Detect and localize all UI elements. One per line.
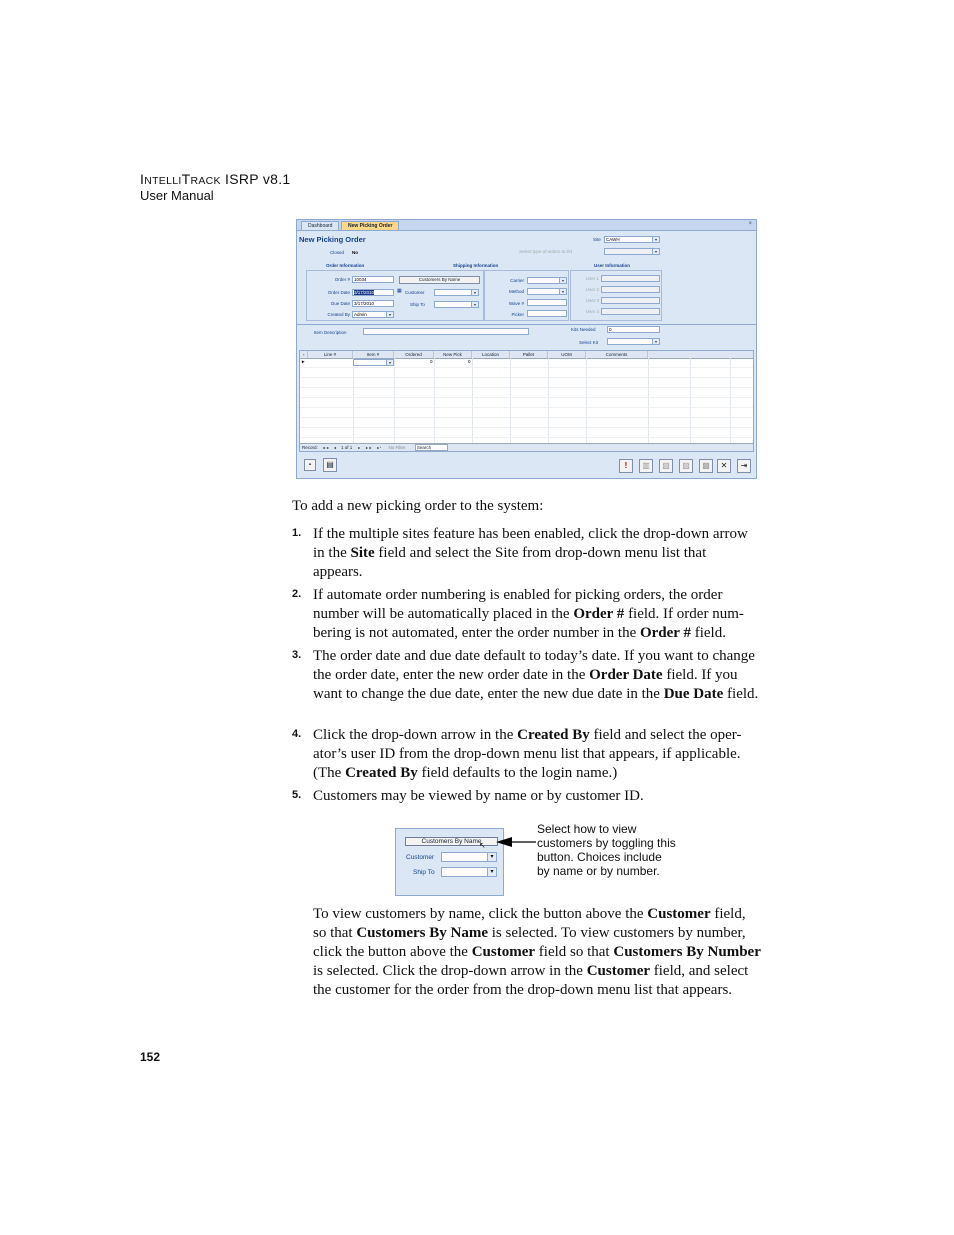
ordered-cell[interactable]: 0	[430, 359, 433, 364]
step-number: 2.	[292, 588, 302, 600]
col-uom[interactable]: UOM	[548, 351, 586, 358]
record-position[interactable]: 1 of 1	[340, 445, 353, 450]
close-form-icon[interactable]: ✕	[717, 459, 731, 473]
col-location[interactable]: Location	[472, 351, 510, 358]
col-pallet[interactable]: Pallet	[510, 351, 548, 358]
col-line[interactable]: Line #	[308, 351, 353, 358]
customer-label: Customer	[405, 290, 425, 295]
select-kit-label: Select Kit	[579, 340, 599, 345]
alert-icon[interactable]: !	[619, 459, 633, 473]
tab-dashboard[interactable]: Dashboard	[301, 221, 339, 230]
notes-icon[interactable]: ▥	[639, 459, 653, 473]
step-text: If the multiple sites feature has been enabled, click the drop-down arrow in the Site field and select the Site from drop-down menu list that appears.	[313, 526, 748, 580]
picker-input[interactable]	[527, 310, 567, 317]
copy-icon[interactable]: ▧	[659, 459, 673, 473]
kits-needed-input[interactable]: 0	[607, 326, 660, 333]
carrier-select[interactable]	[527, 277, 567, 284]
user4-label: User 4	[585, 309, 599, 314]
grid-header	[300, 351, 753, 359]
new-pick-cell[interactable]: 0	[468, 359, 471, 364]
first-record-icon[interactable]: ◄◄	[322, 446, 329, 450]
chevron-down-icon[interactable]: ▾	[386, 312, 393, 318]
due-date-label: Due Date	[330, 301, 350, 306]
prev-record-icon[interactable]: ◄	[333, 446, 337, 450]
user3-input[interactable]	[601, 297, 660, 304]
grid-line	[300, 437, 753, 438]
print-report-icon[interactable]: ▤	[323, 458, 337, 472]
user1-label: User 1	[585, 276, 599, 281]
ship-to-select[interactable]	[441, 867, 497, 877]
grid-line	[510, 351, 511, 451]
step-text: Customers may be viewed by name or by customer ID.	[313, 788, 644, 804]
delete-icon[interactable]: ▩	[699, 459, 713, 473]
grid-line	[300, 417, 753, 418]
chevron-down-icon[interactable]: ▾	[386, 360, 393, 366]
chevron-down-icon[interactable]: ▾	[487, 853, 496, 861]
running-header-title: INTELLITRACK ISRP v8.1	[140, 171, 291, 187]
grid-line	[300, 397, 753, 398]
step-text: Click the drop-down arrow in the Created By field and select the oper-ator’s user ID from the drop-down menu list that appears, if applicable. (The Created By field defaults to the login name.)	[313, 727, 742, 781]
close-tab-icon[interactable]: ×	[748, 221, 752, 227]
order-type-label: Select type of orders to list	[519, 249, 573, 254]
step-number: 5.	[292, 789, 302, 801]
user3-label: User 3	[585, 298, 599, 303]
customers-by-name-button[interactable]: Customers By Name	[399, 276, 480, 284]
printer-icon[interactable]: ▨	[679, 459, 693, 473]
customers-by-name-button[interactable]: Customers By Name	[405, 837, 498, 846]
grid-line	[300, 427, 753, 428]
grid-line	[300, 387, 753, 388]
customer-select[interactable]	[434, 289, 479, 296]
col-new-pick[interactable]: New Pick	[434, 351, 472, 358]
site-label: Site	[593, 237, 601, 242]
due-date-input[interactable]: 3/17/2010	[352, 300, 394, 307]
order-lines-grid[interactable]	[299, 350, 754, 452]
created-by-select[interactable]: Admin ▾	[352, 311, 394, 318]
grid-line	[300, 407, 753, 408]
col-ordered[interactable]: Ordered	[394, 351, 434, 358]
record-navigator	[300, 443, 753, 451]
callout-arrow	[496, 836, 536, 848]
order-number-label: Order #	[334, 277, 350, 282]
wave-input[interactable]	[527, 299, 567, 306]
row-selector-icon[interactable]: ►	[301, 359, 306, 364]
step-text: The order date and due date default to today’s date. If you want to change the order date, enter the new order date in the Order Date field. If you want to change the due date, enter the new due date in the Due Date field.	[313, 648, 759, 702]
order-info-heading: Order Information	[326, 263, 365, 268]
chevron-down-icon[interactable]: ▾	[652, 237, 659, 243]
grid-line	[730, 351, 731, 451]
step-number: 4.	[292, 728, 302, 740]
picker-label: Picker	[511, 312, 524, 317]
select-all-icon[interactable]: ▫	[300, 351, 308, 358]
grid-line	[472, 351, 473, 451]
intro-text: To add a new picking order to the system:	[292, 498, 544, 514]
order-date-label: Order Date	[327, 290, 350, 295]
col-comments[interactable]: Comments	[586, 351, 648, 358]
chevron-down-icon[interactable]: ▾	[559, 289, 566, 295]
method-label: Method	[508, 289, 524, 294]
next-record-icon[interactable]: ►	[357, 446, 361, 450]
running-header-subtitle: User Manual	[140, 188, 214, 203]
order-number-input[interactable]: 10034	[352, 276, 394, 283]
grid-line	[548, 351, 549, 451]
wave-label: Wave #	[508, 301, 524, 306]
ship-to-label: Ship To	[413, 869, 435, 876]
carrier-label: Carrier	[510, 278, 524, 283]
item-cell-select[interactable]	[353, 359, 394, 366]
user1-input[interactable]	[601, 275, 660, 282]
created-by-label: Created By	[327, 312, 350, 317]
new-picking-order-screenshot	[296, 219, 757, 479]
exit-icon[interactable]: ⇥	[737, 459, 751, 473]
record-label: Record:	[302, 445, 318, 450]
search-box[interactable]: Search	[415, 444, 448, 451]
order-type-select[interactable]	[604, 248, 660, 255]
customers-toggle-screenshot	[395, 828, 504, 896]
kits-needed-label: Kits Needed	[571, 327, 596, 332]
form-title: New Picking Order	[299, 235, 366, 244]
lock-icon[interactable]: ▪	[304, 459, 316, 471]
step-number: 1.	[292, 527, 302, 539]
method-select[interactable]	[527, 288, 567, 295]
step-number: 3.	[292, 649, 302, 661]
divider	[297, 324, 756, 325]
ship-to-select[interactable]	[434, 301, 479, 308]
item-description-label: Item Description	[314, 330, 347, 335]
customer-label: Customer	[406, 854, 435, 861]
grid-line	[434, 351, 435, 451]
user-info-heading: User Information	[594, 263, 631, 268]
customer-view-paragraph: To view customers by name, click the button above the Customer field, so that Customers By Name is selected. To view customers by number, click the button above the Customer field so that Customers By Number is selected. Click the drop-down arrow in the Customer field, and select the customer for the order from the drop-down menu list that appears.	[313, 906, 761, 998]
user2-input[interactable]	[601, 286, 660, 293]
last-record-icon[interactable]: ►►	[365, 446, 373, 450]
col-item[interactable]: Item #	[353, 351, 394, 358]
filter-status[interactable]: No Filter	[388, 445, 406, 450]
chevron-down-icon[interactable]: ▾	[471, 302, 478, 308]
chevron-down-icon[interactable]: ▾	[559, 278, 566, 284]
grid-line	[353, 351, 354, 451]
grid-line	[300, 367, 753, 368]
new-record-icon[interactable]: ►*	[376, 446, 382, 450]
step-text: If automate order numbering is enabled for picking orders, the order number will be automatically placed in the Order # field. If order num-bering is not automated, enter the order number in the Order # field.	[313, 587, 744, 641]
grid-line	[690, 351, 691, 451]
select-kit-select[interactable]	[607, 338, 660, 345]
chevron-down-icon[interactable]: ▾	[652, 249, 659, 255]
table-row[interactable]	[300, 359, 648, 366]
site-select[interactable]: CAWH ▾	[604, 236, 660, 243]
item-description-input[interactable]	[363, 328, 529, 335]
calendar-icon[interactable]: ▦	[397, 288, 402, 294]
closed-value: No	[352, 250, 358, 255]
cursor-icon: ↖	[479, 841, 486, 850]
order-date-input[interactable]: 3/17/2010	[352, 289, 394, 296]
user4-input[interactable]	[601, 308, 660, 315]
user2-label: User 2	[585, 287, 599, 292]
chevron-down-icon[interactable]: ▾	[652, 339, 659, 345]
ship-to-label: Ship To	[410, 302, 425, 307]
customer-select[interactable]	[441, 852, 497, 862]
tab-new-picking-order[interactable]: New Picking Order	[341, 221, 399, 230]
page-number: 152	[140, 1050, 161, 1064]
grid-line	[648, 351, 649, 451]
closed-label: Closed	[330, 250, 345, 255]
chevron-down-icon[interactable]: ▾	[487, 868, 496, 876]
chevron-down-icon[interactable]: ▾	[471, 290, 478, 296]
document-tab-bar	[297, 220, 756, 231]
grid-line	[586, 351, 587, 451]
grid-line	[394, 351, 395, 451]
callout-text: Select how to view customers by toggling this button. Choices include by name or by number.	[537, 822, 676, 878]
grid-line	[300, 377, 753, 378]
shipping-info-heading: Shipping Information	[453, 263, 499, 268]
